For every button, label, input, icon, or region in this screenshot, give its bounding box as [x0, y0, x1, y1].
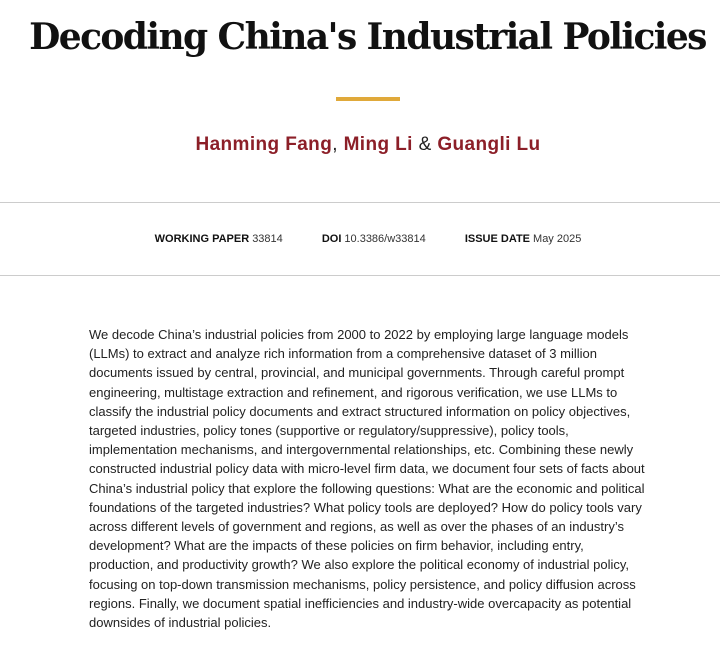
abstract-text: We decode China’s industrial policies from 2000 to 2022 by employing large language models (LLMs) to extract and analyze rich information from a comprehensive dataset of 3 million documents issued by central, provincial, and municipal governments. Through careful prompt engineering, multistage extraction and refinement, and rigorous verification, we use LLMs to classify the industrial policy documents and extract structured information on policy objectives, targeted industries, policy tones (supportive or regulatory/suppressive), policy tools, implementation mechanisms, and intergovernmental relationships, etc. Combining these newly constructed industrial policy data with micro-level firm data, we document four sets of facts about China’s industrial policy that explore the following questions: What are the economic and political foundations of the targeted industries? What policy tools are deployed? How do policy tools vary across different levels of government and regions, as well as over the phases of an industry’s development? What are the impacts of these policies on firm behavior, including entry, production, and productivity growth? We also explore the political economy of industrial policy, focusing on top-down transmission mechanisms, policy persistence, and policy diffusion across regions. Finally, we document spatial inefficiencies and industry-wide overcapacity as potential downsides of industrial policies.: [89, 327, 645, 631]
author-link-guangli-lu[interactable]: Guangli Lu: [437, 134, 541, 155]
doi-value[interactable]: 10.3386/w33814: [344, 233, 426, 245]
issue-date-label: ISSUE DATE: [464, 233, 531, 245]
author-list: [0, 133, 720, 157]
author-separator: ,: [332, 134, 338, 155]
author-link-ming-li[interactable]: Ming Li: [343, 134, 413, 155]
page-title: Decoding China's Industrial Policies: [29, 16, 706, 58]
working-paper-label: WORKING PAPER: [154, 233, 250, 245]
issue-date-meta: [465, 232, 582, 246]
author-link-hanming-fang[interactable]: Hanming Fang: [195, 134, 333, 155]
paper-metadata-band: [0, 202, 720, 276]
working-paper-number: 33814: [252, 233, 283, 245]
working-paper-meta: [155, 232, 283, 246]
doi-meta: [322, 232, 426, 246]
author-conjunction: &: [418, 134, 432, 155]
paper-metadata-row: [0, 232, 720, 246]
issue-date-value: May 2025: [533, 233, 582, 245]
accent-rule: [336, 97, 400, 101]
doi-label: DOI: [321, 233, 342, 245]
